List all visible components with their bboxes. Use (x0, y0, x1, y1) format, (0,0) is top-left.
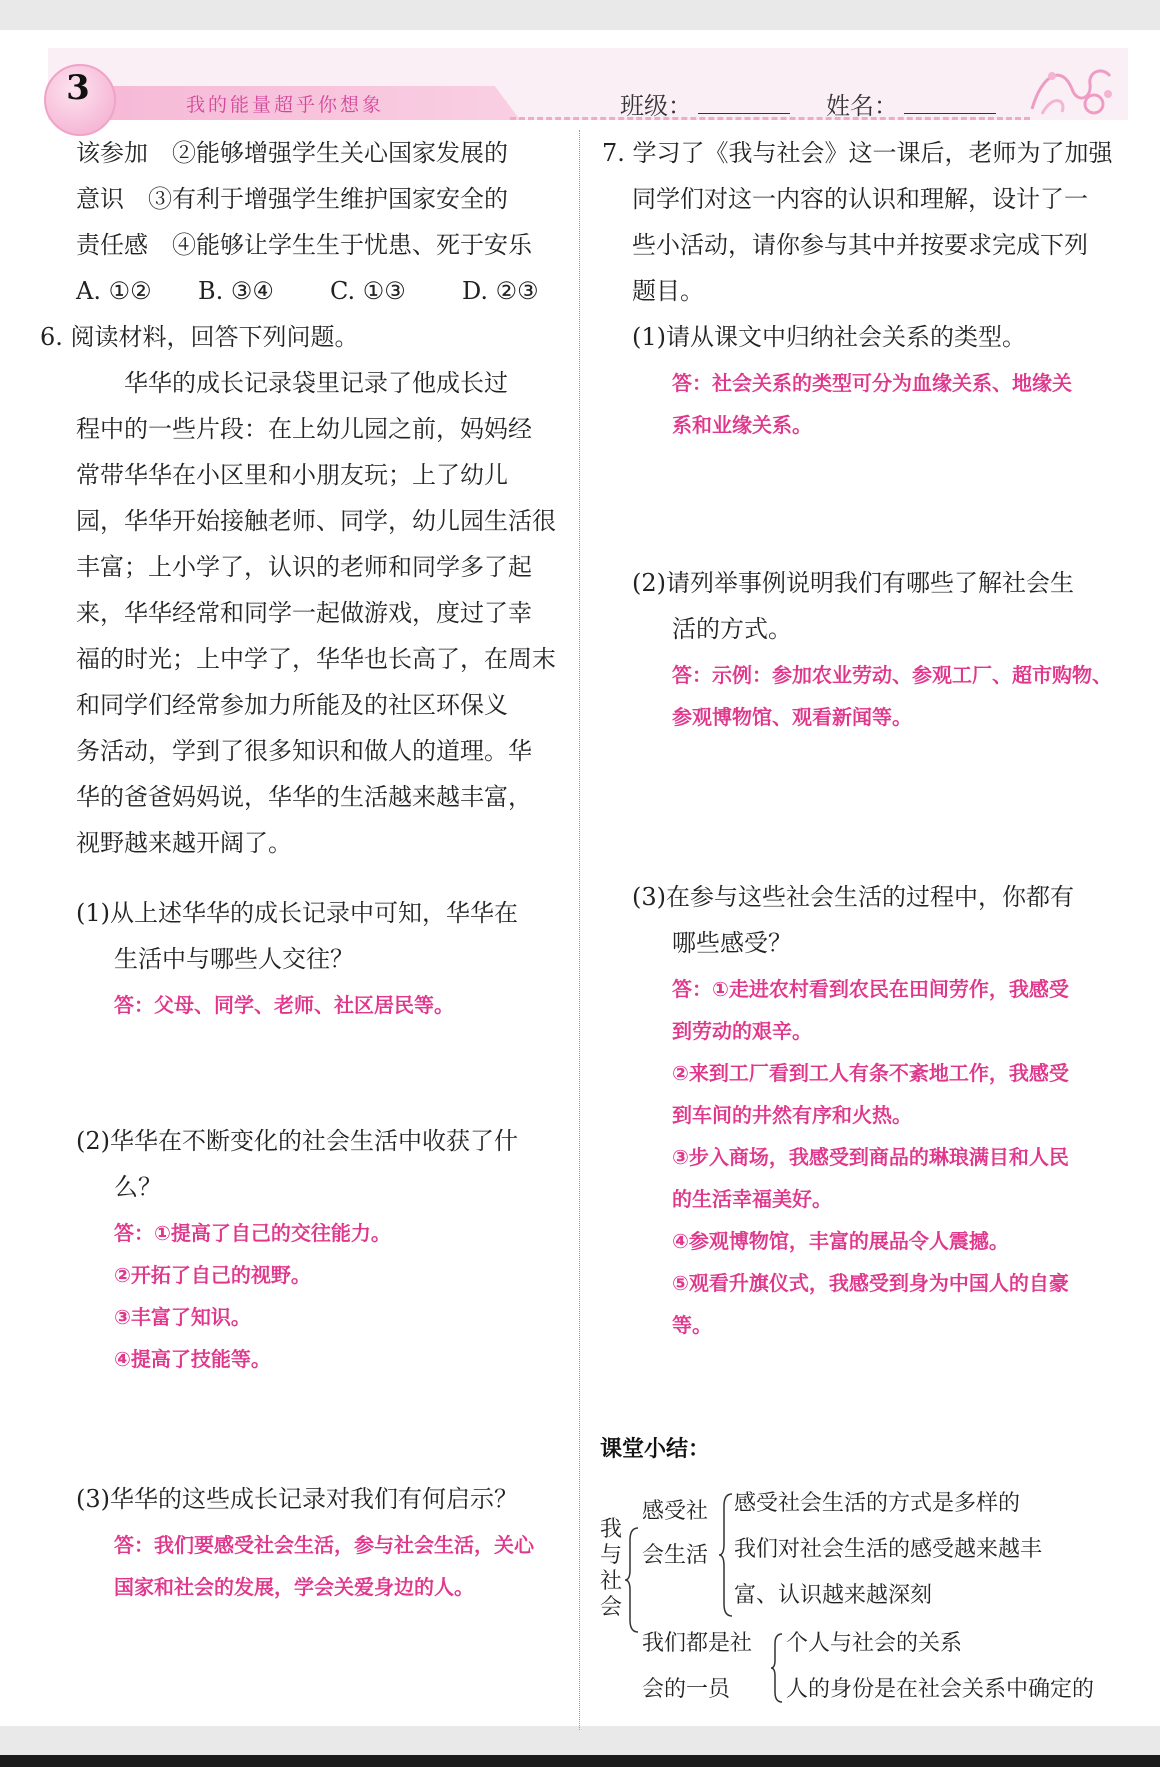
q6-2-question: 么？ (114, 1173, 162, 1201)
q6-3-answer: 答：我们要感受社会生活，参与社会生活，关心 (114, 1533, 534, 1557)
summary-b2-item: 个人与社会的关系 (786, 1631, 963, 1656)
q6-material-line: 华华的成长记录袋里记录了他成长过 (124, 369, 508, 397)
q6-2-answer: 答：①提高了自己的交往能力。 (114, 1221, 391, 1245)
q5-option-c: C. ①③ (330, 277, 406, 305)
q6-2-answer: ②开拓了自己的视野。 (114, 1263, 311, 1287)
q7-1-question: (1)请从课文中归纳社会关系的类型。 (632, 323, 1026, 351)
q6-2-question: (2)华华在不断变化的社会生活中收获了什 (76, 1127, 518, 1155)
q7-intro-line: 些小活动，请你参与其中并按要求完成下列 (632, 231, 1088, 259)
summary-title: 课堂小结： (600, 1437, 711, 1462)
q7-2-question: (2)请列举事例说明我们有哪些了解社会生 (632, 569, 1074, 597)
summary-branch-1: 感受社 (642, 1499, 709, 1524)
bottom-bar (0, 1755, 1160, 1767)
q5-text-line: 意识 ③有利于增强学生维护国家安全的 (76, 185, 508, 213)
name-field[interactable] (904, 113, 996, 114)
q6-3-answer: 国家和社会的发展，学会关爱身边的人。 (114, 1575, 474, 1599)
q6-material-line: 华的爸爸妈妈说，华华的生活越来越丰富， (76, 783, 532, 811)
top-margin (0, 0, 1160, 30)
q7-intro-line: 同学们对这一内容的认识和理解，设计了一 (632, 185, 1088, 213)
q6-material-line: 丰富；上小学了，认识的老师和同学多了起 (76, 553, 532, 581)
q7-3-answer: 到劳动的艰辛。 (672, 1019, 812, 1043)
q7-3-answer: 到车间的井然有序和火热。 (672, 1103, 912, 1127)
q7-3-answer: ⑤观看升旗仪式，我感受到身为中国人的自豪 (672, 1271, 1069, 1295)
q6-material-line: 务活动，学到了很多知识和做人的道理。华 (76, 737, 532, 765)
q7-3-answer: 答：①走进农村看到农民在田间劳作，我感受 (672, 977, 1069, 1001)
q7-2-answer: 答：示例：参加农业劳动、参观工厂、超市购物、 (672, 663, 1112, 687)
q7-3-answer: ③步入商场，我感受到商品的琳琅满目和人民 (672, 1145, 1069, 1169)
summary-b1-item: 富、认识越来越深刻 (734, 1583, 933, 1608)
class-label: 班级： (620, 92, 692, 120)
summary-root-char: 社 (600, 1569, 623, 1594)
q7-3-answer: 的生活幸福美好。 (672, 1187, 832, 1211)
floral-ornament-icon (1022, 54, 1122, 124)
summary-branch-1-brace (718, 1492, 734, 1618)
q6-material-line: 园，华华开始接触老师、同学，幼儿园生活很 (76, 507, 556, 535)
q5-option-a: A. ①② (76, 277, 152, 305)
column-divider (579, 130, 580, 1730)
q5-option-b: B. ③④ (198, 277, 274, 305)
q7-intro-line: 题目。 (632, 277, 704, 305)
q6-material-line: 和同学们经常参加力所能及的社区环保义 (76, 691, 508, 719)
summary-root-char: 我 (600, 1517, 623, 1542)
q6-1-question: (1)从上述华华的成长记录中可知，华华在 (76, 899, 518, 927)
summary-b1-item: 感受社会生活的方式是多样的 (734, 1491, 1021, 1516)
summary-branch-2: 会的一员 (642, 1677, 731, 1702)
class-field[interactable] (698, 113, 790, 114)
summary-branch-1: 会生活 (642, 1543, 709, 1568)
q7-2-question: 活的方式。 (672, 615, 792, 643)
q5-text-line: 责任感 ④能够让学生生于忧患、死于安乐 (76, 231, 532, 259)
summary-branch-2: 我们都是社 (642, 1631, 753, 1656)
q6-3-question: (3)华华的这些成长记录对我们有何启示？ (76, 1485, 518, 1513)
q6-2-answer: ④提高了技能等。 (114, 1347, 271, 1371)
summary-root-brace (624, 1526, 640, 1634)
q7-3-answer: ②来到工厂看到工人有条不紊地工作，我感受 (672, 1061, 1069, 1085)
q6-title: 6. 阅读材料，回答下列问题。 (40, 323, 359, 351)
q5-option-d: D. ②③ (462, 277, 539, 305)
q7-1-answer: 系和业缘关系。 (672, 413, 812, 437)
q7-3-question: (3)在参与这些社会生活的过程中，你都有 (632, 883, 1074, 911)
page-number: 3 (66, 68, 90, 108)
header-dashed-line (510, 117, 1030, 120)
q7-3-question: 哪些感受？ (672, 929, 792, 957)
q6-1-question: 生活中与哪些人交往？ (114, 945, 354, 973)
q6-material-line: 来，华华经常和同学一起做游戏，度过了幸 (76, 599, 532, 627)
q6-material-line: 常带华华在小区里和小朋友玩；上了幼儿 (76, 461, 508, 489)
q6-2-answer: ③丰富了知识。 (114, 1305, 251, 1329)
q6-1-answer: 答：父母、同学、老师、社区居民等。 (114, 993, 454, 1017)
summary-b1-item: 我们对社会生活的感受越来越丰 (734, 1537, 1043, 1562)
summary-b2-item: 人的身份是在社会关系中确定的 (786, 1677, 1095, 1702)
q7-2-answer: 参观博物馆、观看新闻等。 (672, 705, 912, 729)
q7-intro-line: 7. 学习了《我与社会》这一课后，老师为了加强 (602, 139, 1113, 167)
q6-material-line: 程中的一些片段：在上幼儿园之前，妈妈经 (76, 415, 532, 443)
summary-root-char: 会 (600, 1595, 623, 1620)
q7-3-answer: ④参观博物馆，丰富的展品令人震撼。 (672, 1229, 1009, 1253)
q5-text-line: 该参加 ②能够增强学生关心国家发展的 (76, 139, 508, 167)
summary-branch-2-brace (770, 1632, 784, 1704)
summary-root-char: 与 (600, 1543, 623, 1568)
header-slogan: 我的能量超乎你想象 (186, 94, 385, 116)
q6-material-line: 福的时光；上中学了，华华也长高了，在周末 (76, 645, 556, 673)
workbook-page (0, 30, 1160, 1726)
q7-3-answer: 等。 (672, 1313, 712, 1337)
name-label: 姓名： (826, 92, 898, 120)
q7-1-answer: 答：社会关系的类型可分为血缘关系、地缘关 (672, 371, 1072, 395)
q6-material-line: 视野越来越开阔了。 (76, 829, 292, 857)
